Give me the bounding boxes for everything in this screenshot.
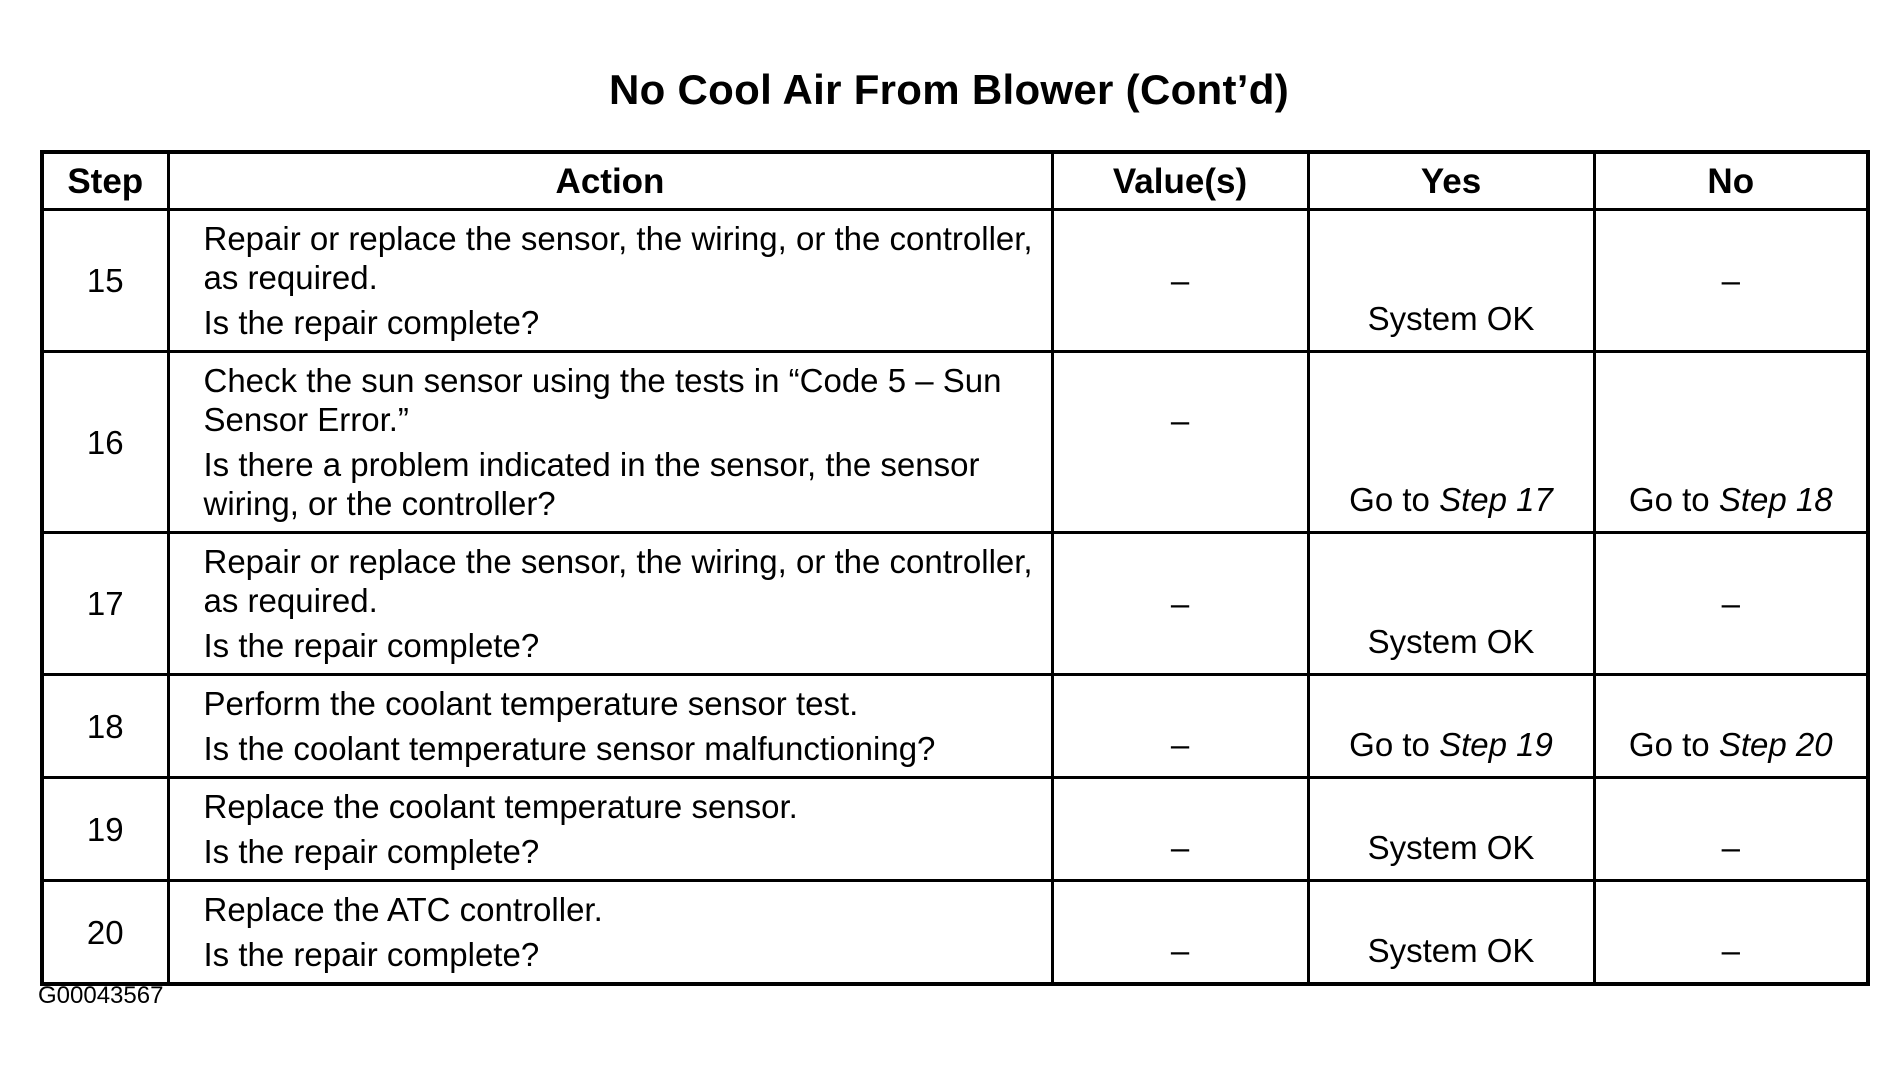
- header-no: No: [1594, 152, 1868, 210]
- action-instruction: Replace the ATC controller.: [203, 891, 603, 928]
- no-cell: [1594, 210, 1868, 352]
- action-cell: [168, 881, 1052, 985]
- table-row: [42, 675, 1868, 778]
- header-row: [42, 152, 1868, 210]
- step-number: 20: [42, 881, 168, 985]
- table-row: [42, 352, 1868, 533]
- header-action: Action: [168, 152, 1052, 210]
- no-text: –: [1721, 932, 1740, 969]
- yes-text: System OK: [1367, 829, 1535, 866]
- no-text: –: [1721, 585, 1740, 622]
- step-number: 15: [42, 210, 168, 352]
- value-cell: –: [1052, 881, 1308, 985]
- action-cell: [168, 675, 1052, 778]
- no-step-ref: Step 20: [1718, 726, 1833, 763]
- yes-text: Go to: [1349, 726, 1440, 763]
- no-cell: [1594, 778, 1868, 881]
- action-cell: [168, 352, 1052, 533]
- page-title: No Cool Air From Blower (Cont’d): [609, 66, 1289, 113]
- header-step: Step: [42, 152, 168, 210]
- table-row: [42, 881, 1868, 985]
- yes-cell: [1308, 210, 1594, 352]
- yes-cell: [1308, 352, 1594, 533]
- action-instruction: Replace the coolant temperature sensor.: [203, 788, 798, 825]
- yes-cell: [1308, 778, 1594, 881]
- no-cell: [1594, 352, 1868, 533]
- step-number: 16: [42, 352, 168, 533]
- no-step-ref: Step 18: [1718, 481, 1833, 518]
- action-instruction: Repair or replace the sensor, the wiring, or the controller, as required.: [203, 220, 1033, 296]
- yes-cell: [1308, 675, 1594, 778]
- action-cell: [168, 533, 1052, 675]
- table-row: [42, 778, 1868, 881]
- action-instruction: Perform the coolant temperature sensor test.: [203, 685, 859, 722]
- step-number: 18: [42, 675, 168, 778]
- figure-id: G00043567: [38, 982, 164, 1009]
- value-cell: –: [1052, 778, 1308, 881]
- yes-text: System OK: [1367, 932, 1535, 969]
- value-cell: –: [1052, 210, 1308, 352]
- action-question: Is the repair complete?: [203, 833, 540, 870]
- yes-text: System OK: [1367, 623, 1535, 660]
- action-cell: [168, 210, 1052, 352]
- table-row: [42, 533, 1868, 675]
- action-question: Is the coolant temperature sensor malfunctioning?: [203, 730, 936, 767]
- action-question: Is the repair complete?: [203, 936, 540, 973]
- table-row: [42, 210, 1868, 352]
- yes-cell: [1308, 881, 1594, 985]
- yes-step-ref: Step 19: [1439, 726, 1553, 763]
- no-text: Go to: [1628, 481, 1719, 518]
- no-text: Go to: [1628, 726, 1719, 763]
- action-question: Is the repair complete?: [203, 627, 540, 664]
- value-cell: –: [1052, 533, 1308, 675]
- value-cell: –: [1052, 352, 1308, 533]
- header-values: Value(s): [1052, 152, 1308, 210]
- value-cell: –: [1052, 675, 1308, 778]
- no-cell: [1594, 881, 1868, 985]
- no-text: –: [1721, 262, 1740, 299]
- yes-step-ref: Step 17: [1439, 481, 1553, 518]
- yes-text: System OK: [1367, 300, 1535, 337]
- action-question: Is the repair complete?: [203, 304, 540, 341]
- step-number: 17: [42, 533, 168, 675]
- action-instruction: Check the sun sensor using the tests in “Code 5 – Sun Sensor Error.”: [203, 362, 1002, 438]
- diagnostic-table: [40, 150, 1870, 986]
- action-question: Is there a problem indicated in the sensor, the sensor wiring, or the controller?: [203, 446, 980, 522]
- no-cell: [1594, 533, 1868, 675]
- action-cell: [168, 778, 1052, 881]
- action-instruction: Repair or replace the sensor, the wiring, or the controller, as required.: [203, 543, 1033, 619]
- no-cell: [1594, 675, 1868, 778]
- no-text: –: [1721, 829, 1740, 866]
- yes-cell: [1308, 533, 1594, 675]
- yes-text: Go to: [1349, 481, 1440, 518]
- header-yes: Yes: [1308, 152, 1594, 210]
- step-number: 19: [42, 778, 168, 881]
